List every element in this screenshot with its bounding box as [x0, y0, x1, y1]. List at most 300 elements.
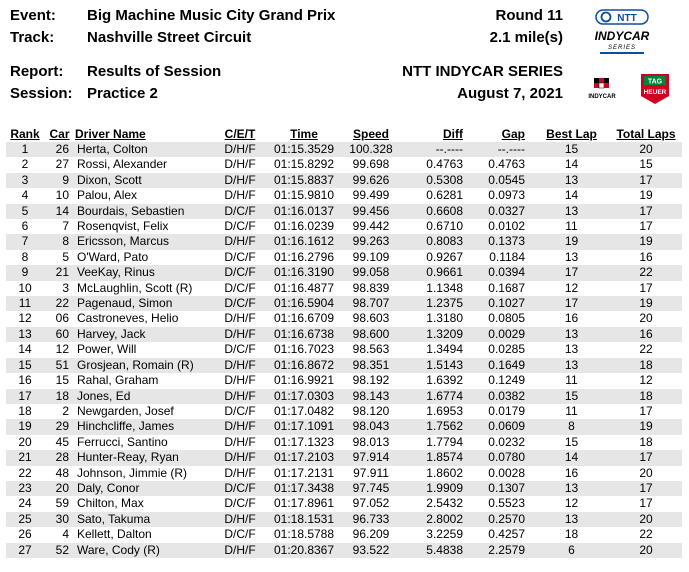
diff-cell: 1.2375 [401, 296, 473, 311]
total-laps-cell: 16 [639, 249, 653, 264]
car-number-cell: 45 [55, 434, 69, 449]
table-row [6, 281, 682, 296]
diff-cell: 1.1348 [426, 280, 463, 295]
col-speed-header[interactable]: Speed [352, 127, 389, 141]
diff-cell: 1.6774 [401, 389, 473, 404]
time-cell: 01:17.0303 [267, 389, 341, 404]
speed-cell: 99.456 [341, 204, 401, 219]
diff-cell: 1.3180 [426, 311, 463, 326]
time-cell: 01:16.9921 [273, 373, 335, 388]
time-cell: 01:16.3190 [267, 265, 341, 280]
table-row [6, 389, 682, 404]
best-lap-cell: 19 [533, 234, 610, 249]
rank-cell: 1 [6, 142, 44, 157]
rank-cell: 7 [6, 234, 44, 249]
time-cell: 01:16.6738 [267, 327, 341, 342]
time-cell: 01:17.2103 [267, 450, 341, 465]
total-laps-cell: 18 [610, 389, 682, 404]
cet-cell: D/C/F [224, 219, 256, 234]
table-row [6, 512, 682, 527]
gap-cell: 0.1373 [473, 234, 533, 249]
cet-cell: D/H/F [224, 188, 256, 203]
driver-name-cell: Hunter-Reay, Ryan [75, 450, 213, 465]
session-date: August 7, 2021 [457, 85, 563, 102]
driver-name-cell: Ferrucci, Santino [77, 434, 168, 449]
total-laps-cell: 17 [639, 496, 653, 511]
best-lap-cell: 17 [533, 296, 610, 311]
driver-name-cell: Rossi, Alexander [77, 157, 168, 172]
gap-cell: 0.2570 [473, 512, 533, 527]
driver-name-cell: Castroneves, Helio [77, 311, 179, 326]
car-number-cell: 20 [44, 481, 75, 496]
time-cell: 01:16.8672 [267, 358, 341, 373]
total-laps-cell: 17 [610, 173, 682, 188]
gap-cell: 0.1687 [488, 280, 525, 295]
gap-cell: 0.0179 [488, 403, 525, 418]
gap-cell: 0.1249 [488, 373, 525, 388]
speed-cell: 98.603 [352, 311, 390, 326]
cet-cell: D/C/F [224, 342, 256, 357]
speed-cell: 96.209 [352, 527, 390, 542]
diff-cell: 2.8002 [401, 512, 473, 527]
cet-cell: D/H/F [213, 173, 267, 188]
tag-heuer-logo [638, 72, 672, 106]
driver-name-cell: Kellett, Dalton [77, 527, 152, 542]
car-number-cell: 5 [62, 249, 69, 264]
time-cell: 01:17.2131 [273, 465, 335, 480]
rank-cell: 10 [18, 280, 32, 295]
cet-cell: D/C/F [224, 527, 256, 542]
table-row [6, 219, 682, 234]
indycar-flag-logo [580, 76, 624, 104]
table-row [6, 404, 682, 419]
track-label: Track: [10, 29, 55, 46]
ntt-indycar-series-logo [592, 7, 652, 63]
svg-text:HEUER: HEUER [643, 89, 667, 96]
driver-name-cell: Bourdais, Sebastien [75, 204, 213, 219]
gap-cell: 0.0327 [473, 204, 533, 219]
driver-name-cell: McLaughlin, Scott (R) [77, 280, 193, 295]
table-row [6, 250, 682, 265]
diff-cell: 1.7794 [426, 434, 463, 449]
table-row [6, 481, 682, 496]
speed-cell: 98.143 [341, 389, 401, 404]
diff-cell: 0.9661 [401, 265, 473, 280]
diff-cell: 1.6953 [426, 403, 463, 418]
speed-cell: 99.626 [341, 173, 401, 188]
cet-cell: D/H/F [213, 389, 267, 404]
speed-cell: 99.263 [341, 234, 401, 249]
cet-cell: D/C/F [213, 296, 267, 311]
total-laps-cell: 18 [639, 434, 653, 449]
diff-cell: 0.5308 [401, 173, 473, 188]
cet-cell: D/H/F [213, 419, 267, 434]
report-name: Results of Session [87, 63, 222, 80]
car-number-cell: 15 [55, 373, 69, 388]
driver-name-cell: Harvey, Jack [75, 327, 213, 342]
car-number-cell: 10 [55, 188, 69, 203]
gap-cell: 0.0102 [488, 219, 525, 234]
car-number-cell: 2 [62, 403, 69, 418]
speed-cell: 98.563 [352, 342, 390, 357]
results-table [6, 126, 682, 558]
time-cell: 01:16.1612 [267, 234, 341, 249]
table-row [6, 435, 682, 450]
car-number-cell: 30 [44, 512, 75, 527]
diff-cell: 1.6392 [426, 373, 463, 388]
time-cell: 01:15.9810 [273, 188, 335, 203]
best-lap-cell: 16 [564, 311, 579, 326]
speed-cell: 99.698 [352, 157, 390, 172]
rank-cell: 21 [6, 450, 44, 465]
driver-name-cell: Rahal, Graham [77, 373, 159, 388]
track-distance: 2.1 mile(s) [489, 29, 563, 46]
total-laps-cell: 16 [610, 327, 682, 342]
rank-cell: 15 [6, 358, 44, 373]
cet-cell: D/C/F [213, 481, 267, 496]
rank-cell: 23 [6, 481, 44, 496]
best-lap-cell: 14 [533, 450, 610, 465]
car-number-cell: 4 [62, 527, 69, 542]
time-cell: 01:16.0239 [273, 219, 335, 234]
gap-cell: 0.0285 [488, 342, 525, 357]
driver-name-cell: Newgarden, Josef [77, 403, 174, 418]
car-number-cell: 60 [44, 327, 75, 342]
best-lap-cell: 11 [565, 403, 578, 418]
series-name: NTT INDYCAR SERIES [402, 63, 563, 80]
session-label: Session: [10, 85, 73, 102]
cet-cell: D/C/F [213, 265, 267, 280]
svg-text:SERIES: SERIES [607, 45, 637, 51]
driver-name-cell: Ware, Cody (R) [75, 543, 213, 558]
best-lap-cell: 14 [564, 157, 579, 172]
time-cell: 01:16.7023 [273, 342, 335, 357]
car-number-cell: 3 [62, 280, 69, 295]
cet-cell: D/C/F [224, 280, 256, 295]
report-label: Report: [10, 63, 64, 80]
table-row [6, 296, 682, 311]
rank-cell: 11 [6, 296, 44, 311]
col-diff-header[interactable]: Diff [443, 127, 463, 141]
time-cell: 01:18.1531 [267, 512, 341, 527]
best-lap-cell: 13 [533, 173, 610, 188]
driver-name-cell: Power, Will [77, 342, 137, 357]
total-laps-cell: 17 [639, 280, 653, 295]
rank-cell: 26 [18, 527, 32, 542]
cet-cell: D/H/F [213, 450, 267, 465]
total-laps-cell: 19 [639, 188, 653, 203]
gap-cell: --.---- [473, 142, 533, 157]
speed-cell: 100.328 [341, 142, 401, 157]
cet-cell: D/H/F [213, 234, 267, 249]
car-number-cell: 21 [44, 265, 75, 280]
table-row [6, 450, 682, 465]
driver-name-cell: Grosjean, Romain (R) [75, 358, 213, 373]
col-gap-header[interactable]: Gap [501, 127, 525, 141]
best-lap-cell: 15 [533, 142, 610, 157]
gap-cell: 0.0545 [473, 173, 533, 188]
time-cell: 01:17.1323 [273, 434, 335, 449]
gap-cell: 0.0029 [473, 327, 533, 342]
svg-text:INDYCAR: INDYCAR [588, 94, 616, 100]
gap-cell: 0.5523 [488, 496, 525, 511]
speed-cell: 98.192 [352, 373, 390, 388]
total-laps-cell: 19 [610, 419, 682, 434]
table-row [6, 157, 682, 172]
speed-cell: 97.745 [341, 481, 401, 496]
speed-cell: 99.058 [341, 265, 401, 280]
svg-text:NTT: NTT [617, 13, 637, 24]
diff-cell: 1.7562 [401, 419, 473, 434]
car-number-cell: 48 [55, 465, 69, 480]
time-cell: 01:16.6709 [273, 311, 335, 326]
speed-cell: 99.109 [352, 249, 390, 264]
table-row [6, 265, 682, 280]
table-row [6, 234, 682, 249]
table-row [6, 142, 682, 157]
car-number-cell: 26 [44, 142, 75, 157]
speed-cell: 98.351 [341, 358, 401, 373]
diff-cell: 2.5432 [426, 496, 463, 511]
total-laps-cell: 15 [639, 157, 653, 172]
rank-cell: 12 [18, 311, 32, 326]
rank-cell: 8 [21, 249, 29, 264]
total-laps-cell: 19 [610, 234, 682, 249]
speed-cell: 98.013 [352, 434, 390, 449]
rank-cell: 25 [6, 512, 44, 527]
best-lap-cell: 11 [565, 373, 578, 388]
col-time-header[interactable]: Time [290, 127, 318, 141]
total-laps-cell: 19 [610, 296, 682, 311]
gap-cell: 0.0805 [488, 311, 525, 326]
gap-cell: 0.1027 [473, 296, 533, 311]
speed-cell: 98.120 [352, 403, 390, 418]
total-laps-cell: 22 [639, 527, 653, 542]
rank-cell: 6 [21, 219, 29, 234]
rank-cell: 19 [6, 419, 44, 434]
diff-cell: 1.5143 [401, 358, 473, 373]
cet-cell: D/C/F [213, 204, 267, 219]
time-cell: 01:18.5788 [273, 527, 335, 542]
rank-cell: 17 [6, 389, 44, 404]
table-row [6, 496, 682, 511]
car-number-cell: 22 [44, 296, 75, 311]
best-lap-cell: 17 [533, 265, 610, 280]
diff-cell: 1.8602 [426, 465, 463, 480]
speed-cell: 96.733 [341, 512, 401, 527]
best-lap-cell: 15 [564, 434, 579, 449]
cet-cell: D/C/F [224, 249, 256, 264]
car-number-cell: 14 [44, 204, 75, 219]
rank-cell: 13 [6, 327, 44, 342]
best-lap-cell: 12 [564, 496, 579, 511]
cet-cell: D/H/F [224, 465, 256, 480]
car-number-cell: 8 [44, 234, 75, 249]
speed-cell: 99.442 [352, 219, 390, 234]
time-cell: 01:20.8367 [267, 543, 341, 558]
diff-cell: --.---- [401, 142, 473, 157]
driver-name-cell: Ericsson, Marcus [75, 234, 213, 249]
time-cell: 01:17.8961 [273, 496, 335, 511]
time-cell: 01:17.0482 [273, 403, 335, 418]
time-cell: 01:16.5904 [267, 296, 341, 311]
cet-cell: D/H/F [224, 373, 256, 388]
table-row [6, 358, 682, 373]
rank-cell: 20 [18, 434, 32, 449]
best-lap-cell: 13 [533, 512, 610, 527]
diff-cell: 0.6608 [401, 204, 473, 219]
col-car-header[interactable]: Car [49, 127, 70, 141]
car-number-cell: 12 [55, 342, 69, 357]
speed-cell: 97.911 [353, 465, 389, 480]
total-laps-cell: 20 [639, 311, 653, 326]
diff-cell: 1.8574 [401, 450, 473, 465]
results-body [6, 142, 682, 558]
speed-cell: 99.499 [352, 188, 390, 203]
table-row [6, 466, 682, 481]
best-lap-cell: 6 [533, 543, 610, 558]
event-label: Event: [10, 7, 56, 24]
best-lap-cell: 16 [564, 465, 579, 480]
col-cet-header[interactable]: C/E/T [224, 127, 256, 141]
cet-cell: D/C/F [224, 403, 256, 418]
total-laps-cell: 20 [610, 512, 682, 527]
gap-cell: 0.4763 [488, 157, 525, 172]
driver-name-cell: Dixon, Scott [75, 173, 213, 188]
total-laps-cell: 17 [610, 204, 682, 219]
rank-cell: 4 [21, 188, 29, 203]
rank-cell: 14 [18, 342, 32, 357]
cet-cell: D/H/F [213, 358, 267, 373]
session-name: Practice 2 [87, 85, 158, 102]
total-laps-cell: 22 [639, 342, 653, 357]
rank-cell: 22 [18, 465, 32, 480]
diff-cell: 1.3494 [426, 342, 463, 357]
total-laps-cell: 20 [610, 142, 682, 157]
col-total-laps-header[interactable]: Total Laps [616, 127, 676, 141]
table-row [6, 419, 682, 434]
time-cell: 01:16.0137 [267, 204, 341, 219]
best-lap-cell: 13 [533, 327, 610, 342]
gap-cell: 0.0609 [473, 419, 533, 434]
gap-cell: 2.2579 [473, 543, 533, 558]
driver-name-cell: O'Ward, Pato [77, 249, 149, 264]
diff-cell: 0.6281 [426, 188, 463, 203]
col-rank-header[interactable]: Rank [10, 127, 40, 141]
diff-cell: 0.8083 [401, 234, 473, 249]
speed-cell: 98.839 [352, 280, 390, 295]
driver-name-cell: Pagenaud, Simon [75, 296, 213, 311]
best-lap-cell: 13 [533, 481, 610, 496]
cet-cell: D/H/F [224, 311, 256, 326]
driver-name-cell: Palou, Alex [77, 188, 138, 203]
diff-cell: 5.4838 [401, 543, 473, 558]
gap-cell: 0.0028 [488, 465, 525, 480]
diff-cell: 0.6710 [426, 219, 463, 234]
round-number: Round 11 [495, 7, 563, 24]
cet-cell: D/H/F [213, 512, 267, 527]
speed-cell: 93.522 [341, 543, 401, 558]
car-number-cell: 27 [55, 157, 69, 172]
col-best-lap-header[interactable]: Best Lap [546, 127, 597, 141]
cet-cell: D/H/F [213, 543, 267, 558]
time-cell: 01:15.8837 [267, 173, 341, 188]
table-row [6, 373, 682, 388]
time-cell: 01:17.3438 [267, 481, 341, 496]
rank-cell: 18 [18, 403, 32, 418]
car-number-cell: 9 [44, 173, 75, 188]
driver-name-cell: Herta, Colton [75, 142, 213, 157]
driver-name-cell: Rosenqvist, Felix [77, 219, 169, 234]
table-row [6, 543, 682, 558]
rank-cell: 9 [6, 265, 44, 280]
best-lap-cell: 15 [533, 389, 610, 404]
gap-cell: 0.0232 [488, 434, 525, 449]
time-cell: 01:17.1091 [267, 419, 341, 434]
car-number-cell: 18 [44, 389, 75, 404]
driver-name-cell: Daly, Conor [75, 481, 213, 496]
car-number-cell: 06 [55, 311, 69, 326]
best-lap-cell: 12 [564, 280, 579, 295]
table-row [6, 342, 682, 357]
gap-cell: 0.0394 [473, 265, 533, 280]
diff-cell: 0.9267 [426, 249, 463, 264]
gap-cell: 0.1184 [489, 249, 525, 264]
driver-name-cell: Jones, Ed [75, 389, 213, 404]
cet-cell: D/H/F [213, 327, 267, 342]
table-row [6, 311, 682, 326]
rank-cell: 2 [21, 157, 29, 172]
gap-cell: 0.0973 [488, 188, 525, 203]
best-lap-cell: 13 [533, 204, 610, 219]
cet-cell: D/H/F [224, 434, 256, 449]
total-laps-cell: 17 [639, 219, 653, 234]
car-number-cell: 7 [62, 219, 69, 234]
driver-name-cell: Sato, Takuma [75, 512, 213, 527]
car-number-cell: 59 [55, 496, 69, 511]
driver-name-cell: Hinchcliffe, James [75, 419, 213, 434]
gap-cell: 0.0780 [473, 450, 533, 465]
track-name: Nashville Street Circuit [87, 29, 252, 46]
table-row [6, 173, 682, 188]
total-laps-cell: 22 [610, 265, 682, 280]
table-row [6, 204, 682, 219]
best-lap-cell: 14 [564, 188, 579, 203]
best-lap-cell: 18 [564, 527, 579, 542]
total-laps-cell: 18 [610, 358, 682, 373]
car-number-cell: 29 [44, 419, 75, 434]
gap-cell: 0.1307 [473, 481, 533, 496]
rank-cell: 5 [6, 204, 44, 219]
speed-cell: 98.600 [341, 327, 401, 342]
rank-cell: 24 [18, 496, 32, 511]
total-laps-cell: 20 [639, 465, 653, 480]
gap-cell: 0.0382 [473, 389, 533, 404]
speed-cell: 98.043 [341, 419, 401, 434]
best-lap-cell: 13 [564, 249, 579, 264]
total-laps-cell: 17 [639, 403, 653, 418]
car-number-cell: 51 [44, 358, 75, 373]
time-cell: 01:16.4877 [273, 280, 335, 295]
driver-name-cell: Johnson, Jimmie (R) [77, 465, 188, 480]
cet-cell: D/H/F [213, 142, 267, 157]
diff-cell: 1.3209 [401, 327, 473, 342]
speed-cell: 97.052 [352, 496, 390, 511]
table-row [6, 527, 682, 542]
col-driver-header[interactable]: Driver Name [75, 127, 146, 141]
cet-cell: D/H/F [224, 157, 256, 172]
table-header-row [6, 126, 682, 142]
